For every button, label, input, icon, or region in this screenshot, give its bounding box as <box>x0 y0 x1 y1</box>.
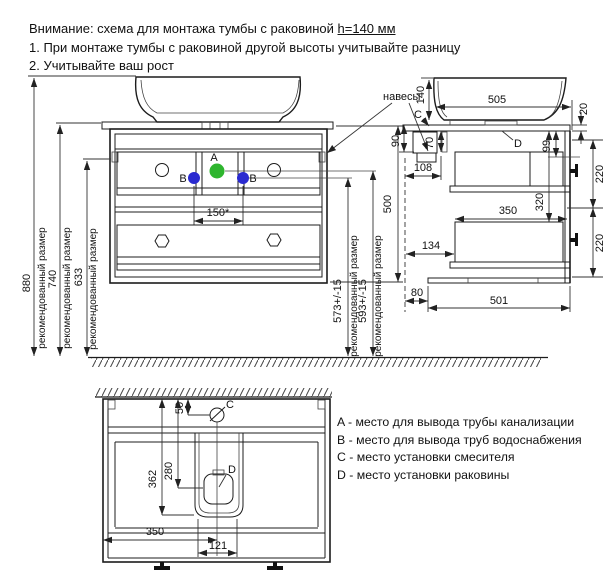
dim-total-height-880 <box>21 76 136 356</box>
dim-140-label: 140 <box>415 85 427 105</box>
dim-hanger-height-633 <box>73 159 111 356</box>
dim-320-label: 320 <box>534 192 546 212</box>
legend-item-b: B - место для вывода труб водоснабжения <box>337 432 582 447</box>
dim-505-label: 505 <box>487 94 507 106</box>
dim-sewage-height-593 <box>357 171 384 357</box>
dim-740-note: рекомендованный размер <box>62 227 73 349</box>
dim-350-top-label: 350 <box>145 526 165 538</box>
dim-573-label: 573+/-15 <box>332 279 344 323</box>
point-b-label-left: B <box>179 173 187 185</box>
dim-50-label: 50 <box>174 401 186 415</box>
header-note-2: 2. Учитывайте ваш рост <box>29 58 174 73</box>
drawer-knob <box>155 235 169 247</box>
dim-hanger-90 <box>390 125 414 152</box>
point-c-label-top: C <box>226 399 234 411</box>
side-view <box>390 78 606 312</box>
dim-220b-label: 220 <box>594 233 606 253</box>
dim-121 <box>198 519 237 557</box>
point-b-label-right: B <box>249 173 257 185</box>
top-view <box>95 388 332 570</box>
bottom-drawer-side <box>455 222 563 262</box>
dim-280-label: 280 <box>163 461 175 481</box>
countertop-front <box>102 122 333 129</box>
sink-drain-position <box>204 464 236 504</box>
sewage-pipe-point-a <box>210 164 225 179</box>
cabinet-top-view <box>103 399 330 562</box>
dim-362-label: 362 <box>147 469 159 489</box>
dim-20-label: 20 <box>578 102 590 116</box>
dim-633-note: рекомендованный размер <box>88 228 99 350</box>
dim-501-label: 501 <box>489 295 509 307</box>
dim-633-label: 633 <box>73 267 85 287</box>
point-d-label-side: D <box>514 138 522 150</box>
legend-item-c: C - место установки смесителя <box>337 450 515 465</box>
mixer-position <box>210 399 234 422</box>
dim-front-upper-220 <box>567 140 606 208</box>
point-c-label-side: C <box>414 109 422 121</box>
dim-back-gap-80 <box>405 286 428 312</box>
wall-hatch <box>95 388 332 397</box>
mixer-callout-side <box>414 109 429 126</box>
dim-mixer-offset-50 <box>174 399 210 415</box>
dim-hanger-70 <box>424 131 441 152</box>
dim-150-label: 150* <box>206 207 230 219</box>
dim-supply-height-573 <box>332 178 360 357</box>
dim-134-label: 134 <box>421 240 441 252</box>
dim-350-side-label: 350 <box>498 205 518 217</box>
header-title-height: h=140 мм <box>337 21 396 36</box>
countertop-side <box>403 125 570 131</box>
legend-item-d: D - место установки раковины <box>337 467 510 482</box>
header-note-1: 1. При монтаже тумбы с раковиной другой высоты учитывайте разницу <box>29 39 461 55</box>
water-pipe-point-b-right <box>237 172 249 184</box>
dim-220a-label: 220 <box>594 164 606 184</box>
dim-70-label: 70 <box>424 136 436 150</box>
header-title-text: Внимание: схема для монтажа тумбы с раковиной <box>29 21 338 36</box>
dim-90-label: 90 <box>390 134 402 148</box>
dim-108-label: 108 <box>413 162 433 174</box>
dim-573-note: рекомендованный размер <box>349 235 360 357</box>
dim-80-label: 80 <box>410 287 424 299</box>
drawer-knob <box>156 164 169 177</box>
sink-callout-side <box>502 131 522 150</box>
dim-cabinet-height-500 <box>330 126 403 282</box>
ground-line <box>88 358 548 368</box>
dim-99-label: 99 <box>541 139 553 153</box>
dim-500-label: 500 <box>382 194 394 214</box>
top-drawer-side <box>455 152 563 186</box>
front-view <box>21 76 428 357</box>
hangers-label: навесы <box>383 91 421 103</box>
dim-362 <box>147 399 194 515</box>
point-a-label: A <box>210 152 218 164</box>
legend <box>337 414 582 484</box>
dim-drawer-gap-134 <box>406 240 454 254</box>
dim-593-note: рекомендованный размер <box>373 235 384 357</box>
legend-item-a: A - место для вывода трубы канализации <box>337 415 575 429</box>
point-d-label-top: D <box>228 464 236 476</box>
dim-740-label: 740 <box>47 269 59 289</box>
dim-top-gap-99 <box>541 131 556 157</box>
bottom-drawer-front <box>117 225 320 270</box>
dim-pipes-spacing-150 <box>194 186 243 225</box>
drawer-knob <box>268 164 281 177</box>
drawer-knob <box>267 234 281 246</box>
dim-cabinet-depth-501 <box>428 286 570 312</box>
dim-880-note: рекомендованный размер <box>37 227 48 349</box>
dim-880-label: 880 <box>21 273 33 293</box>
dim-drawer-depth-350 <box>455 205 567 219</box>
dim-counter-thickness-20 <box>572 103 590 144</box>
cabinet-bottom-side <box>428 278 570 283</box>
dim-593-label: 593+/-15 <box>357 279 369 323</box>
cabinet-feet <box>154 562 283 570</box>
dim-121-label: 121 <box>208 540 228 552</box>
water-pipe-point-b-left <box>188 172 200 184</box>
sink-bowl-front <box>136 77 301 122</box>
